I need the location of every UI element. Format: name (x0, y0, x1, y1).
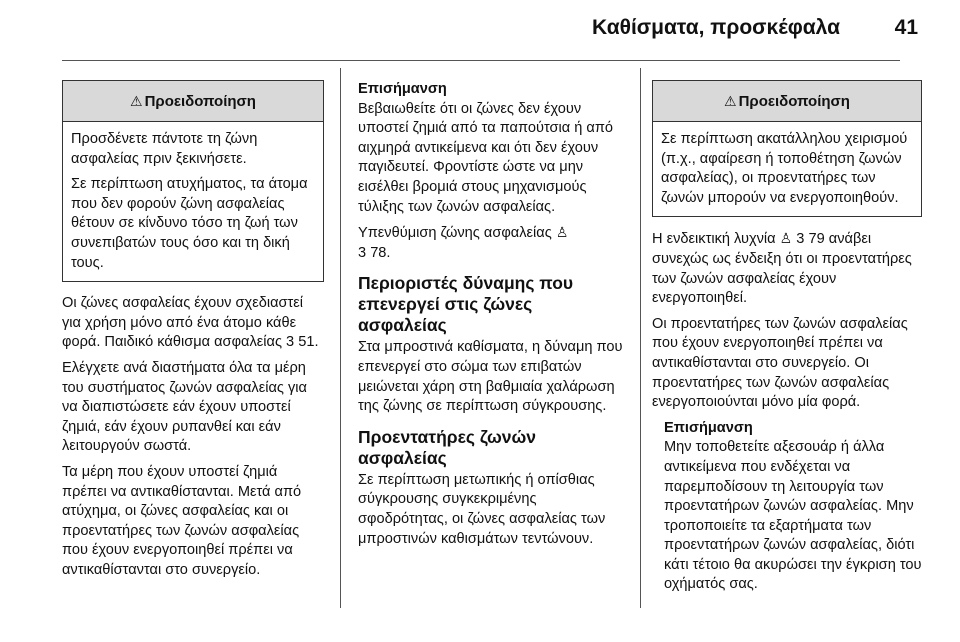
header-rule (62, 60, 900, 61)
paragraph-text: Υπενθύμιση ζώνης ασφαλείας (358, 225, 552, 242)
paragraph (62, 294, 324, 353)
page-number: 41 (894, 16, 918, 39)
warning-box (652, 80, 922, 217)
paragraph: Σε περίπτωση μετωπικής ή οπίσθιας σύγκρουσης συγκεκριμένης σφοδρότητας, οι ζώνες ασφαλείας των μπροστινών καθισμάτων τεντώνουν. (358, 471, 606, 547)
column-divider (340, 68, 341, 608)
paragraph-text: ανάβει συνεχώς ως ένδειξη ότι οι προεντατήρες των ζωνών ασφαλείας έχουν ενεργοποιηθεί. (652, 231, 912, 307)
warning-triangle-icon: ⚠ (724, 93, 737, 109)
warning-box (62, 80, 324, 282)
paragraph: Οι προεντατήρες των ζωνών ασφαλείας που έχουν ενεργοποιηθεί πρέπει να αντικαθίστανται στο συνεργείο. Οι προεντατήρες των ζωνών ασφαλείας ενεργοποιούνται μόνο μία φορά. (652, 315, 908, 411)
warning-triangle-icon: ⚠ (130, 93, 143, 109)
page-reference-arrow-icon: 3 (286, 334, 295, 351)
column-1 (62, 80, 324, 586)
page-reference-arrow-icon: 3 (796, 231, 805, 248)
page-reference-number: 78. (370, 244, 391, 261)
column-divider (640, 68, 641, 608)
section-heading: Περιοριστές δύναμης που επενεργεί στις ζώνες ασφαλείας (358, 273, 574, 336)
page-reference-number: 51. (298, 334, 319, 351)
paragraph (652, 229, 922, 308)
page-title: Καθίσματα, προσκέφαλα (592, 16, 840, 39)
column-3 (652, 80, 922, 601)
paragraph (358, 223, 624, 263)
note (358, 80, 624, 217)
page-reference[interactable] (358, 245, 390, 261)
warning-title: Προειδοποίηση (144, 93, 256, 110)
page-reference[interactable] (286, 334, 318, 350)
section-heading: Προεντατήρες ζωνών ασφαλείας (358, 426, 536, 468)
airbag-indicator-icon: ♙ (779, 230, 793, 247)
warning-body (63, 122, 323, 281)
warning-text: Σε περίπτωση ατυχήματος, τα άτομα που δεν φορούν ζώνη ασφαλείας θέτουν σε κίνδυνο τόσο τη ζωή των συνεπιβατών τους όσο και τη δική τους. (71, 176, 308, 271)
warning-text: Προσδένετε πάντοτε τη ζώνη ασφαλείας πριν ξεκινήσετε. (71, 131, 258, 167)
warning-header (653, 81, 921, 122)
page-reference[interactable] (796, 231, 824, 247)
column-2 (358, 80, 624, 555)
paragraph-text: Οι ζώνες ασφαλείας έχουν σχεδιαστεί για χρήση μόνο από ένα άτομο κάθε φορά. Παιδικό κάθισμα ασφαλείας (62, 295, 304, 351)
warning-body (653, 122, 921, 216)
note-label: Επισήμανση (358, 81, 447, 97)
paragraph: Ελέγχετε ανά διαστήματα όλα τα μέρη του συστήματος ζωνών ασφαλείας για να διαπιστώσετε εάν έχουν υποστεί ζημιά, εάν έχουν ρυπανθεί και εάν λειτουργούν σωστά. (62, 359, 307, 455)
warning-title: Προειδοποίηση (738, 93, 850, 110)
warning-header (63, 81, 323, 122)
note-label: Επισήμανση (664, 419, 753, 436)
warning-text: Σε περίπτωση ακατάλληλου χειρισμού (π.χ., αφαίρεση ή τοποθέτηση ζωνών ασφαλείας), οι προεντατήρες των ζωνών μπορούν να ενεργοποιηθούν. (661, 131, 908, 206)
note-text: Βεβαιωθείτε ότι οι ζώνες δεν έχουν υποστεί ζημιά από τα παπούτσια ή από αιχμηρά αντικείμενα και ότι δεν έχουν παγιδευτεί. Φροντίστε ώστε να μην εισέλθει βρομιά στους μηχανισμούς τύλιξης των ζωνών ασφαλείας. (358, 100, 614, 215)
page-reference-arrow-icon: 3 (358, 244, 367, 261)
note-text: Μην τοποθετείτε αξεσουάρ ή άλλα αντικείμενα που ενδέχεται να παρεμποδίσουν τη λειτουργία των προεντατήρων ζωνών ασφαλείας. Μην τροποποιείτε τα εξαρτήματα των προεντατήρων ζωνών ασφαλείας, διότι κάτι τέτοιο θα ακυρώσει την έγκριση του οχήματός σας. (664, 439, 922, 593)
note (652, 419, 922, 595)
paragraph: Τα μέρη που έχουν υποστεί ζημιά πρέπει να αντικαθίστανται. Μετά από ατύχημα, οι ζώνες ασφαλείας και οι προεντατήρες των ζωνών ασφαλείας που έχουν ενεργοποιηθεί πρέπει να αντικαθίστανται στο συνεργείο. (62, 463, 302, 578)
page-reference-number: 79 (808, 231, 825, 248)
seatbelt-reminder-icon: ♙ (555, 224, 569, 241)
paragraph-text: Η ενδεικτική λυχνία (652, 231, 776, 248)
paragraph: Στα μπροστινά καθίσματα, η δύναμη που επενεργεί στο σώμα των επιβατών μειώνεται χάρη στη βαθμιαία χαλάρωση της ζώνης σε περίπτωση σύγκρουσης. (358, 339, 623, 415)
